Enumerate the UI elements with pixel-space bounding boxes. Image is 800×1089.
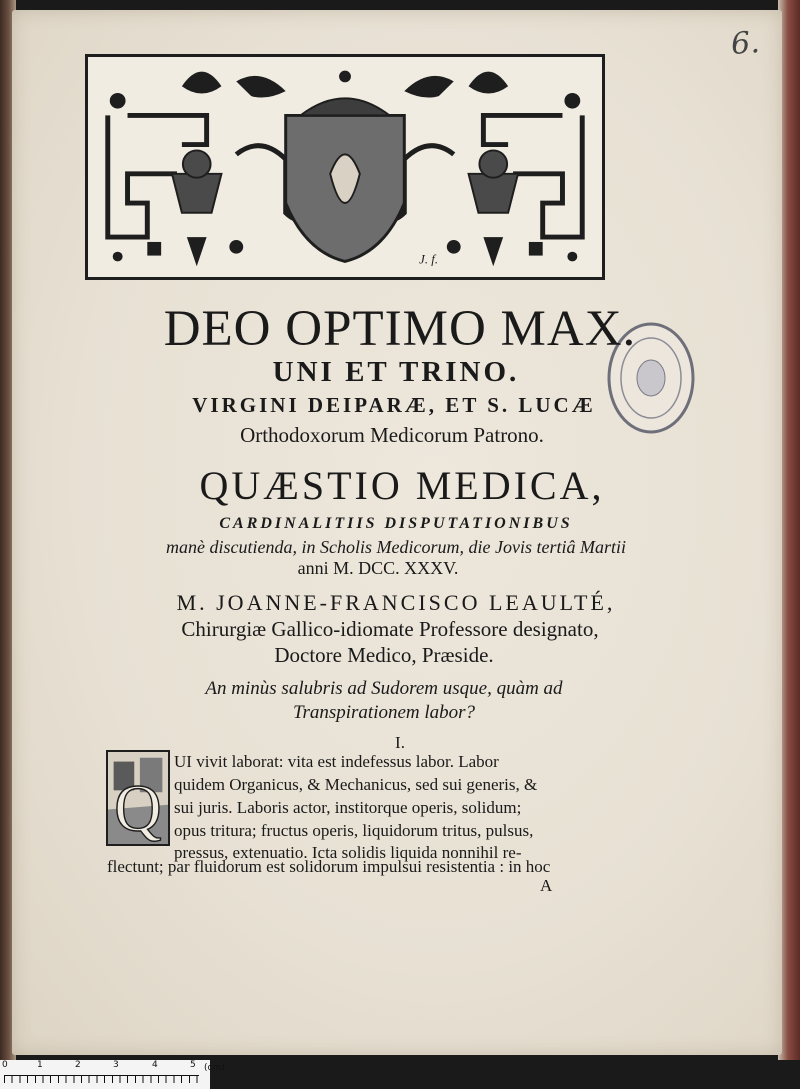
folio-number: 6. xyxy=(730,25,762,62)
body-line-4: opus tritura; fructus operis, liquidorum tritus, pulsus, xyxy=(174,821,534,840)
dedication-line-1: DEO OPTIMO MAX. xyxy=(163,301,637,357)
ruler-label-5: 5 xyxy=(190,1060,196,1070)
drop-cap-q xyxy=(106,750,170,846)
ornamental-headpiece xyxy=(85,54,605,280)
question-subtitle: CARDINALITIIS DISPUTATIONIBUS xyxy=(219,515,573,532)
dedication-line-4: Orthodoxorum Medicorum Patrono. xyxy=(240,423,544,447)
body-line-3: sui juris. Laboris actor, institorque operis, solidum; xyxy=(174,798,522,817)
drop-cap-letter: Q xyxy=(114,771,162,844)
question-year: anni M. DCC. XXXV. xyxy=(297,558,459,578)
ruler-label-2: 2 xyxy=(75,1060,81,1070)
section-number: I. xyxy=(395,733,405,752)
praeses-name: M. JOANNE-FRANCISCO LEAULTÉ, xyxy=(176,590,616,615)
body-line-6: flectunt; par fluidorum est solidorum impulsui resistentia : in hoc xyxy=(107,857,551,876)
ruler-label-4: 4 xyxy=(152,1060,158,1070)
praeses-role: Doctore Medico, Præside. xyxy=(274,643,494,667)
dedication-line-3: VIRGINI DEIPARÆ, ET S. LUCÆ xyxy=(192,393,596,417)
question-title: QUÆSTIO MEDICA, xyxy=(199,463,605,508)
ruler-label-0: 0 xyxy=(2,1060,8,1070)
body-line-1: UI vivit laborat: vita est indefessus labor. Labor xyxy=(174,752,499,771)
signature-mark: A xyxy=(540,876,553,895)
scale-ruler xyxy=(0,1060,225,1089)
dedication-line-2: UNI ET TRINO. xyxy=(272,356,520,388)
question-place-date: manè discutienda, in Scholis Medicorum, die Jovis tertiâ Martii xyxy=(166,537,626,557)
praeses-title: Chirurgiæ Gallico-idiomate Professore designato, xyxy=(181,617,599,641)
headpiece-monogram: J. f. xyxy=(419,252,439,267)
body-line-2: quidem Organicus, & Mechanicus, sed sui generis, & xyxy=(174,775,538,794)
ruler-label-3: 3 xyxy=(113,1060,119,1070)
thesis-question-line-1: An minùs salubris ad Sudorem usque, quàm ad xyxy=(205,678,563,699)
ruler-ticks xyxy=(4,1075,199,1083)
thesis-question-line-2: Transpirationem labor? xyxy=(292,702,476,723)
drop-cap-illustration xyxy=(108,752,168,844)
ruler-label-1: 1 xyxy=(37,1060,43,1070)
ruler-unit: (cm) xyxy=(204,1063,225,1073)
body-line-5: pressus, extenuatio. Icta solidis liquida nonnihil re- xyxy=(174,843,522,862)
headpiece-engraving xyxy=(88,57,602,277)
